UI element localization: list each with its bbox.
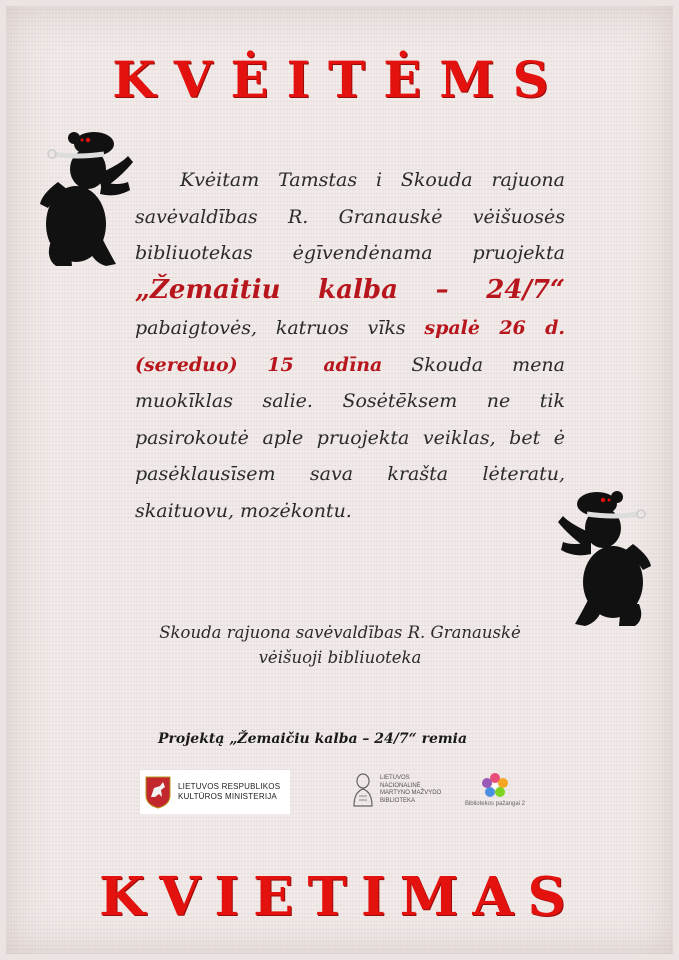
invitation-intro: Kvėitam Tamstas i Skouda rajuona savėvaldības R. Granauskė vėišuosės bibliuotekas ėgīvendėnama pruojekta bbox=[135, 169, 565, 264]
library-line-4: BIBLIOTEKA bbox=[380, 797, 416, 804]
event-date: spalė 26 d. (sereduo) 15 adīna bbox=[135, 317, 565, 376]
library-line-3: MARTYNO MAŽVYDO bbox=[380, 790, 442, 796]
invitation-closing: Skouda mena muokīklas salie. Sosėtēksem ne tik pasirokoutė aple pruojekta veiklas, bet ė pasėklausīsem sava krašta lėteratu, skaituovu, mozėkontu. bbox=[135, 353, 565, 522]
pazanga-label: Bibliotekos pažangai 2 bbox=[464, 801, 526, 807]
ministry-line-2: KULTŪROS MINISTERIJA bbox=[178, 792, 277, 801]
invitation-text bbox=[135, 162, 565, 529]
headline-bottom: KVIETIMAS bbox=[99, 866, 580, 928]
support-text: Projektą „Žemaičiu kalba – 24/7“ remia bbox=[158, 731, 468, 747]
library-logo bbox=[350, 768, 460, 812]
library-line-2: NACIONALINĖ bbox=[380, 782, 421, 789]
pazanga-logo bbox=[460, 772, 530, 816]
invitation-after-project: pabaigtovės, katruos vīks bbox=[135, 317, 425, 339]
signature-line-1: Skouda rajuona savėvaldības R. Granauskė bbox=[159, 623, 521, 642]
ministry-line-1: LIETUVOS RESPUBLIKOS bbox=[178, 782, 281, 791]
ministry-logo bbox=[140, 770, 290, 814]
headline-top: KVĖITĖMS bbox=[112, 50, 567, 109]
library-emblem-icon bbox=[350, 772, 376, 808]
project-name: „Žemaitiu kalba – 24/7“ bbox=[135, 274, 565, 305]
flower-icon bbox=[480, 772, 510, 800]
library-line-1: LIETUVOS bbox=[380, 775, 410, 781]
vytis-crest-icon bbox=[144, 775, 172, 809]
bear-icon bbox=[555, 484, 655, 628]
signature-line-2: vėišuoji bibliuoteka bbox=[258, 648, 422, 667]
signature bbox=[120, 620, 560, 670]
bear-icon bbox=[36, 124, 136, 269]
